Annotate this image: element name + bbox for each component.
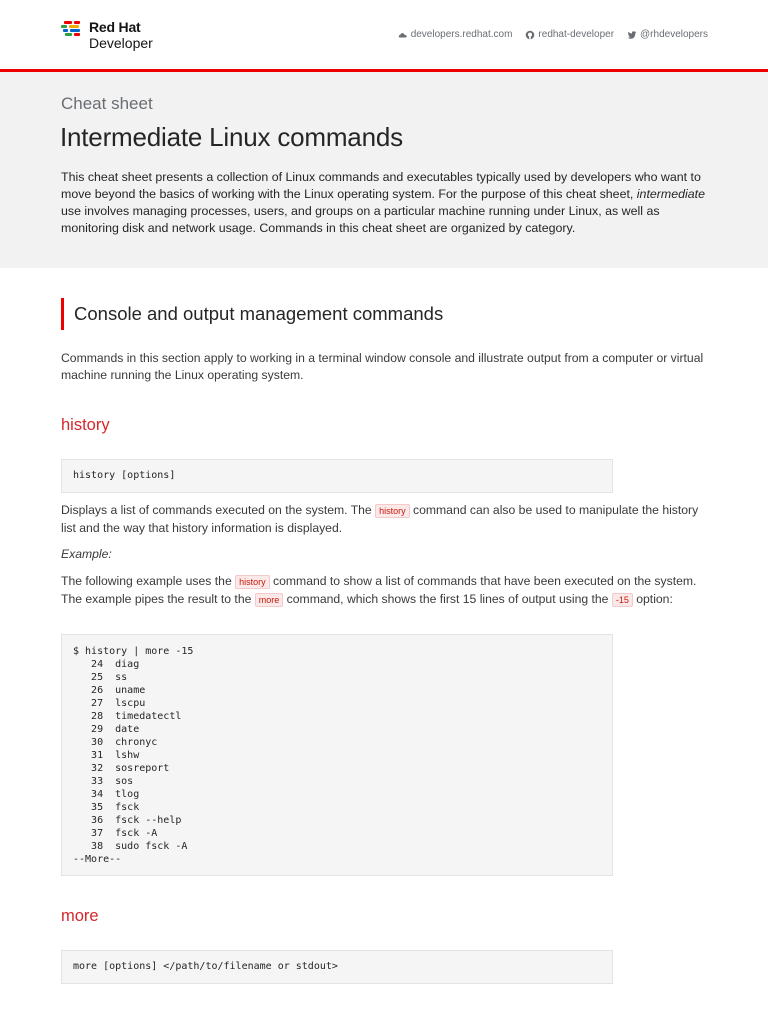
github-icon <box>525 30 535 40</box>
example-label: Example: <box>61 547 112 561</box>
history-description: Displays a list of commands executed on the system. The history command can also be used to manipulate the history list and the way that history information is displayed. <box>61 503 699 535</box>
github-label: redhat-developer <box>538 29 615 40</box>
github-link[interactable] <box>525 29 614 40</box>
inline-code-more: more <box>255 593 284 607</box>
eyebrow-label: Cheat sheet <box>61 94 153 113</box>
cloud-icon <box>398 30 408 40</box>
more-heading: more <box>61 907 99 925</box>
intro-emphasis: intermediate <box>636 187 705 201</box>
inline-code-history: history <box>235 575 270 589</box>
hero-banner <box>0 72 768 268</box>
history-heading: history <box>61 416 110 434</box>
top-bar <box>0 0 768 70</box>
history-syntax-block: history [options] <box>61 459 613 493</box>
inline-code-option: -15 <box>612 593 633 607</box>
logo-mark-icon <box>61 21 83 41</box>
brand-line1: Red Hat <box>89 19 141 35</box>
section-title: Console and output management commands <box>74 303 444 324</box>
twitter-icon <box>627 30 637 40</box>
intro-paragraph: This cheat sheet presents a collection of Linux commands and executables typically used by developers who want to move beyond the basics of working with the Linux operating system. For the purpose of this cheat sheet, intermediate use involves managing processes, users, and groups on a particular machine running under Linux, as well as monitoring disk and network usage. Commands in this cheat sheet are organized by category. <box>61 170 705 235</box>
page-title: Intermediate Linux commands <box>60 122 403 152</box>
more-syntax-block: more [options] </path/to/filename or stdout> <box>61 950 613 984</box>
header-links <box>398 29 708 40</box>
history-output-block: $ history | more -15 24 diag 25 ss 26 uname 27 lscpu 28 timedatectl 29 date 30 chronyc 31 lshw 32 sosreport 33 sos 34 tlog 35 fsck 36 fsck --help 37 fsck -A 38 sudo fsck -A --More-- <box>61 634 613 876</box>
section-description: Commands in this section apply to working in a terminal window console and illustrate output from a computer or virtual machine running the Linux operating system. <box>61 351 704 382</box>
inline-code-history: history <box>375 504 410 518</box>
developers-site-link[interactable] <box>398 29 513 40</box>
section-heading <box>61 298 443 330</box>
twitter-link[interactable] <box>627 29 708 40</box>
developers-site-label: developers.redhat.com <box>410 29 513 40</box>
red-hat-developer-logo[interactable] <box>61 19 171 55</box>
history-example-description: The following example uses the history command to show a list of commands that have been executed on the system. The example pipes the result to the more command, which shows the first 15 lines of output using the -15 option: <box>61 574 697 606</box>
brand-line2: Developer <box>89 35 153 51</box>
twitter-label: @rhdevelopers <box>640 29 708 40</box>
